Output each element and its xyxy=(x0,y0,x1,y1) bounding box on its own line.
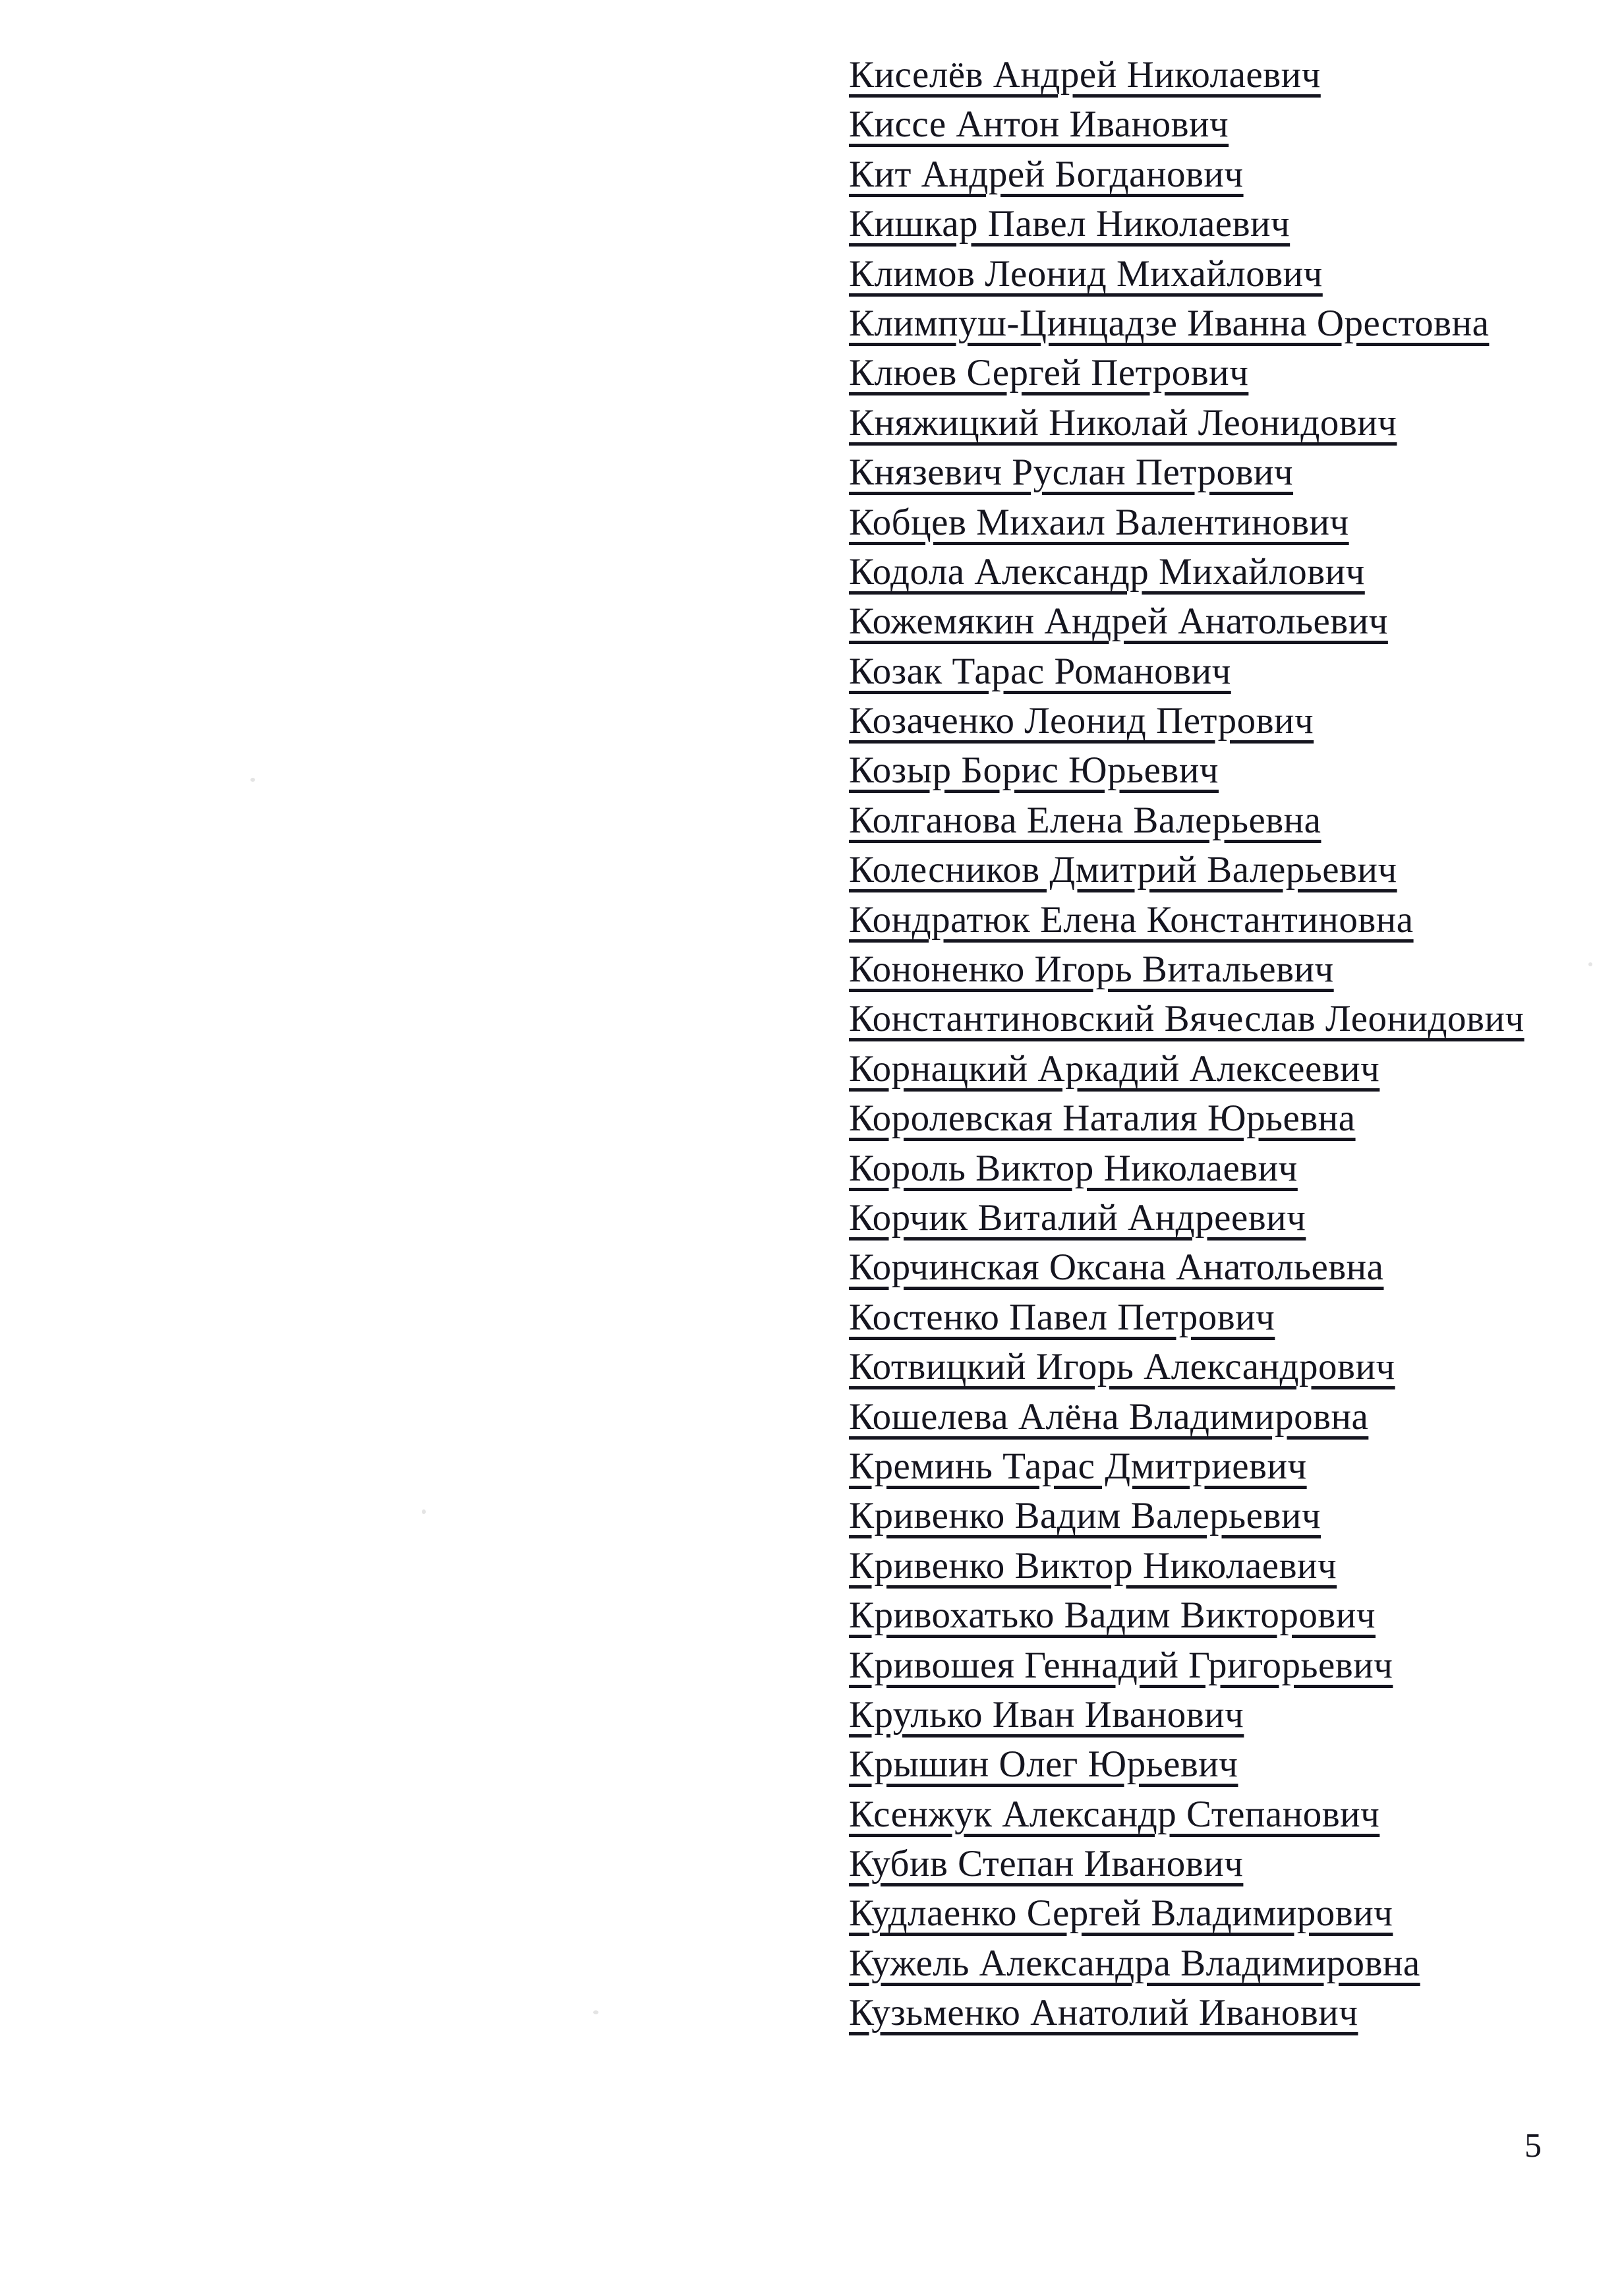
scan-speckle xyxy=(1588,962,1592,966)
list-item xyxy=(849,696,1524,745)
name-text: Кожемякин Андрей Анатольевич xyxy=(849,600,1388,643)
list-item xyxy=(849,796,1524,845)
name-text: Кривошея Геннадий Григорьевич xyxy=(849,1644,1393,1686)
scan-speckle xyxy=(422,1509,426,1514)
name-text: Кривенко Вадим Валерьевич xyxy=(849,1495,1321,1537)
name-text: Корнацкий Аркадий Алексеевич xyxy=(849,1047,1380,1090)
list-item xyxy=(849,1293,1524,1342)
list-item xyxy=(849,1690,1524,1739)
list-item xyxy=(849,1641,1524,1690)
name-text: Климпуш-Цинцадзе Иванна Орестовна xyxy=(849,302,1490,344)
scan-speckle xyxy=(593,2010,598,2014)
name-text: Кривенко Виктор Николаевич xyxy=(849,1544,1337,1587)
name-text: Кононенко Игорь Витальевич xyxy=(849,949,1334,991)
list-item xyxy=(849,448,1524,497)
list-item xyxy=(849,1144,1524,1193)
list-item xyxy=(849,299,1524,348)
list-item xyxy=(849,1541,1524,1591)
list-item xyxy=(849,895,1524,945)
name-text: Кит Андрей Богданович xyxy=(849,153,1244,195)
name-text: Корчинская Оксана Анатольевна xyxy=(849,1246,1384,1289)
list-item xyxy=(849,1939,1524,1988)
name-text: Кудлаенко Сергей Владимирович xyxy=(849,1892,1393,1935)
name-text: Королевская Наталия Юрьевна xyxy=(849,1097,1356,1140)
name-text: Кошелева Алёна Владимировна xyxy=(849,1395,1369,1438)
scan-speckle xyxy=(250,778,255,782)
name-text: Костенко Павел Петрович xyxy=(849,1296,1275,1338)
name-text: Кужель Александра Владимировна xyxy=(849,1942,1420,1984)
name-text: Колесников Дмитрий Валерьевич xyxy=(849,849,1397,891)
list-item xyxy=(849,1739,1524,1789)
name-text: Колганова Елена Валерьевна xyxy=(849,799,1321,841)
list-item xyxy=(849,1193,1524,1242)
list-item xyxy=(849,1591,1524,1640)
name-text: Клюев Сергей Петрович xyxy=(849,352,1249,394)
name-text: Кобцев Михаил Валентинович xyxy=(849,501,1349,543)
name-text: Крулько Иван Иванович xyxy=(849,1693,1244,1736)
list-item xyxy=(849,50,1524,100)
list-item xyxy=(849,845,1524,894)
name-text: Киссе Антон Иванович xyxy=(849,103,1229,146)
list-item xyxy=(849,1790,1524,1839)
name-text: Киселёв Андрей Николаевич xyxy=(849,54,1321,96)
list-item xyxy=(849,1242,1524,1292)
name-text: Климов Леонид Михайлович xyxy=(849,252,1323,295)
list-item xyxy=(849,348,1524,397)
list-item xyxy=(849,199,1524,248)
name-text: Кривохатько Вадим Викторович xyxy=(849,1594,1376,1637)
list-item xyxy=(849,1094,1524,1143)
name-text: Котвицкий Игорь Александрович xyxy=(849,1346,1395,1388)
page-number: 5 xyxy=(1524,2127,1542,2165)
list-item xyxy=(849,150,1524,199)
names-list xyxy=(849,50,1524,2038)
list-item xyxy=(849,547,1524,597)
name-text: Константиновский Вячеслав Леонидович xyxy=(849,998,1524,1040)
name-text: Кодола Александр Михайлович xyxy=(849,550,1365,593)
list-item xyxy=(849,745,1524,795)
list-item xyxy=(849,249,1524,299)
list-item xyxy=(849,1044,1524,1094)
name-text: Кубив Степан Иванович xyxy=(849,1843,1244,1885)
list-item xyxy=(849,994,1524,1043)
name-text: Козак Тарас Романович xyxy=(849,650,1231,692)
list-item xyxy=(849,597,1524,646)
list-item xyxy=(849,647,1524,696)
name-text: Княжицкий Николай Леонидович xyxy=(849,401,1397,444)
list-item xyxy=(849,1392,1524,1442)
name-text: Козаченко Леонид Петрович xyxy=(849,700,1314,742)
name-text: Король Виктор Николаевич xyxy=(849,1147,1298,1189)
list-item xyxy=(849,1342,1524,1391)
name-text: Козыр Борис Юрьевич xyxy=(849,749,1219,792)
name-text: Князевич Руслан Петрович xyxy=(849,452,1294,494)
list-item xyxy=(849,1988,1524,2037)
name-text: Кондратюк Елена Константиновна xyxy=(849,898,1414,941)
list-item xyxy=(849,498,1524,547)
name-text: Кузьменко Анатолий Иванович xyxy=(849,1992,1358,2034)
list-item xyxy=(849,100,1524,149)
name-text: Крышин Олег Юрьевич xyxy=(849,1743,1238,1786)
list-item xyxy=(849,1491,1524,1540)
name-text: Кишкар Павел Николаевич xyxy=(849,203,1290,245)
list-item xyxy=(849,1442,1524,1491)
list-item xyxy=(849,945,1524,994)
name-text: Ксенжук Александр Степанович xyxy=(849,1793,1380,1835)
list-item xyxy=(849,1839,1524,1888)
list-item xyxy=(849,398,1524,448)
name-text: Корчик Виталий Андреевич xyxy=(849,1196,1306,1239)
list-item xyxy=(849,1888,1524,1938)
name-text: Креминь Тарас Дмитриевич xyxy=(849,1445,1307,1487)
